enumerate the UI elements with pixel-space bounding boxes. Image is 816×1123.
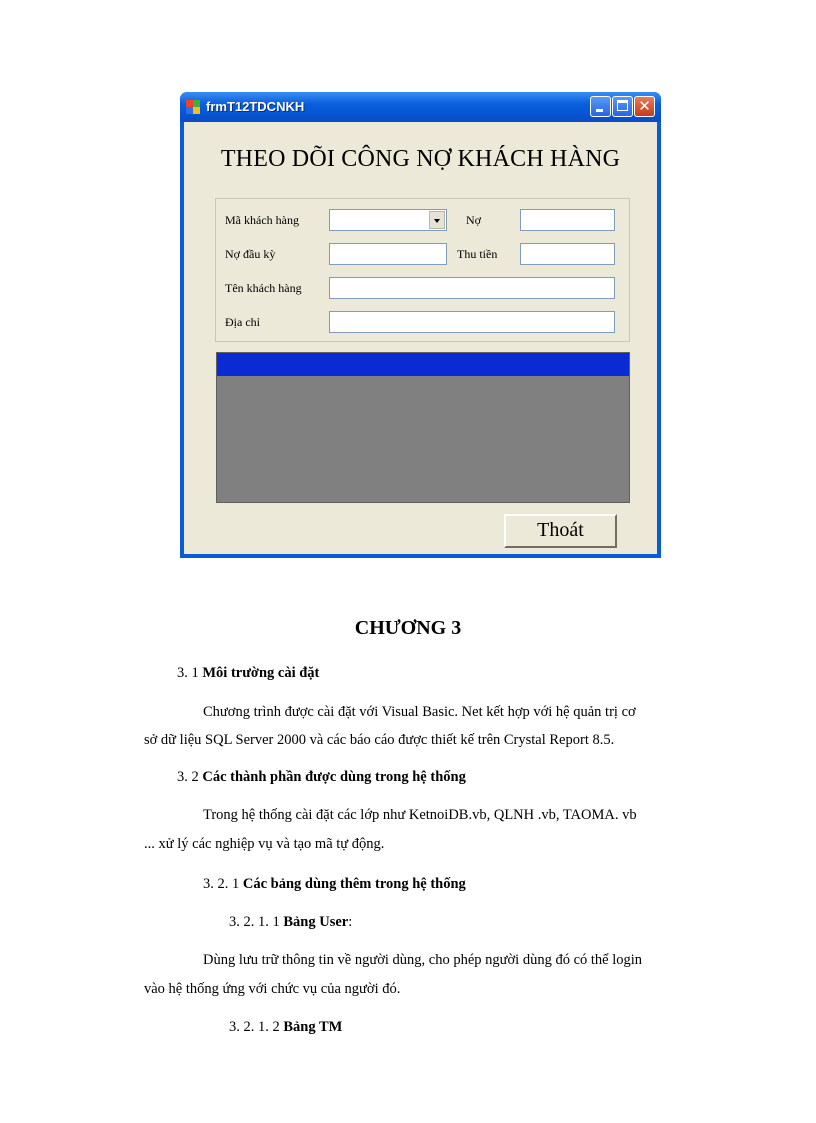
label-no-dau-ky: Nợ đầu kỳ — [225, 247, 276, 261]
section-title: Bảng User — [283, 914, 349, 930]
dia-chi-input[interactable] — [329, 311, 615, 333]
section-suffix: : — [348, 914, 353, 930]
paragraph-line: Chương trình được cài đặt với Visual Basic. Net kết hợp với hệ quản trị cơ — [203, 704, 636, 720]
section-title: Bảng TM — [283, 1019, 343, 1035]
section-3-2-1-1-heading — [229, 913, 352, 931]
form-heading: THEO DÕI CÔNG NỢ KHÁCH HÀNG — [220, 146, 621, 172]
minimize-icon — [596, 109, 603, 112]
maximize-icon — [617, 100, 628, 111]
label-dia-chi: Địa chỉ — [225, 315, 260, 329]
section-number: 3. 1 — [177, 665, 203, 681]
section-3-2-1-2-heading — [229, 1018, 342, 1036]
label-no: Nợ — [466, 213, 482, 227]
app-window — [180, 92, 661, 558]
app-icon — [186, 100, 200, 114]
paragraph-line: vào hệ thống ứng với chức vụ của người đó. — [144, 981, 401, 997]
paragraph-line: Trong hệ thống cài đặt các lớp như KetnoiDB.vb, QLNH .vb, TAOMA. vb — [203, 807, 637, 823]
label-thu-tien: Thu tiền — [457, 247, 498, 261]
section-title: Môi trường cài đặt — [202, 665, 320, 681]
section-number: 3. 2. 1 — [203, 876, 243, 892]
form-client-area — [184, 122, 657, 554]
section-number: 3. 2 — [177, 769, 203, 785]
label-ten-khach-hang: Tên khách hàng — [225, 281, 302, 295]
thu-tien-input[interactable] — [520, 243, 615, 265]
ten-khach-hang-input[interactable] — [329, 277, 615, 299]
data-grid[interactable] — [216, 352, 630, 503]
no-input[interactable] — [520, 209, 615, 231]
maximize-button[interactable] — [612, 96, 633, 117]
section-3-2-1-heading — [203, 875, 466, 893]
exit-button[interactable]: Thoát — [504, 514, 617, 548]
title-bar[interactable] — [180, 92, 661, 122]
customer-info-group — [215, 198, 630, 342]
paragraph-line: ... xử lý các nghiệp vụ và tạo mã tự động. — [144, 836, 385, 852]
section-title: Các thành phần được dùng trong hệ thống — [202, 769, 466, 785]
chevron-down-icon[interactable] — [429, 211, 445, 229]
chapter-heading: CHƯƠNG 3 — [354, 617, 462, 639]
no-dau-ky-input[interactable] — [329, 243, 447, 265]
minimize-button[interactable] — [590, 96, 611, 117]
section-title: Các bảng dùng thêm trong hệ thống — [242, 876, 466, 892]
window-title: frmT12TDCNKH — [206, 99, 305, 114]
section-3-1-heading — [177, 664, 319, 682]
data-grid-header — [217, 353, 629, 376]
close-icon: ✕ — [638, 97, 651, 115]
section-3-2-heading — [177, 768, 466, 786]
close-button[interactable] — [634, 96, 655, 117]
section-number: 3. 2. 1. 1 — [229, 914, 284, 930]
section-number: 3. 2. 1. 2 — [229, 1019, 284, 1035]
label-ma-khach-hang: Mã khách hàng — [225, 213, 299, 227]
paragraph-line: Dùng lưu trữ thông tin về người dùng, cho phép người dùng đó có thể login — [203, 952, 643, 968]
paragraph-line: sở dữ liệu SQL Server 2000 và các báo cáo được thiết kế trên Crystal Report 8.5. — [144, 732, 615, 748]
ma-khach-hang-combo[interactable] — [329, 209, 447, 231]
